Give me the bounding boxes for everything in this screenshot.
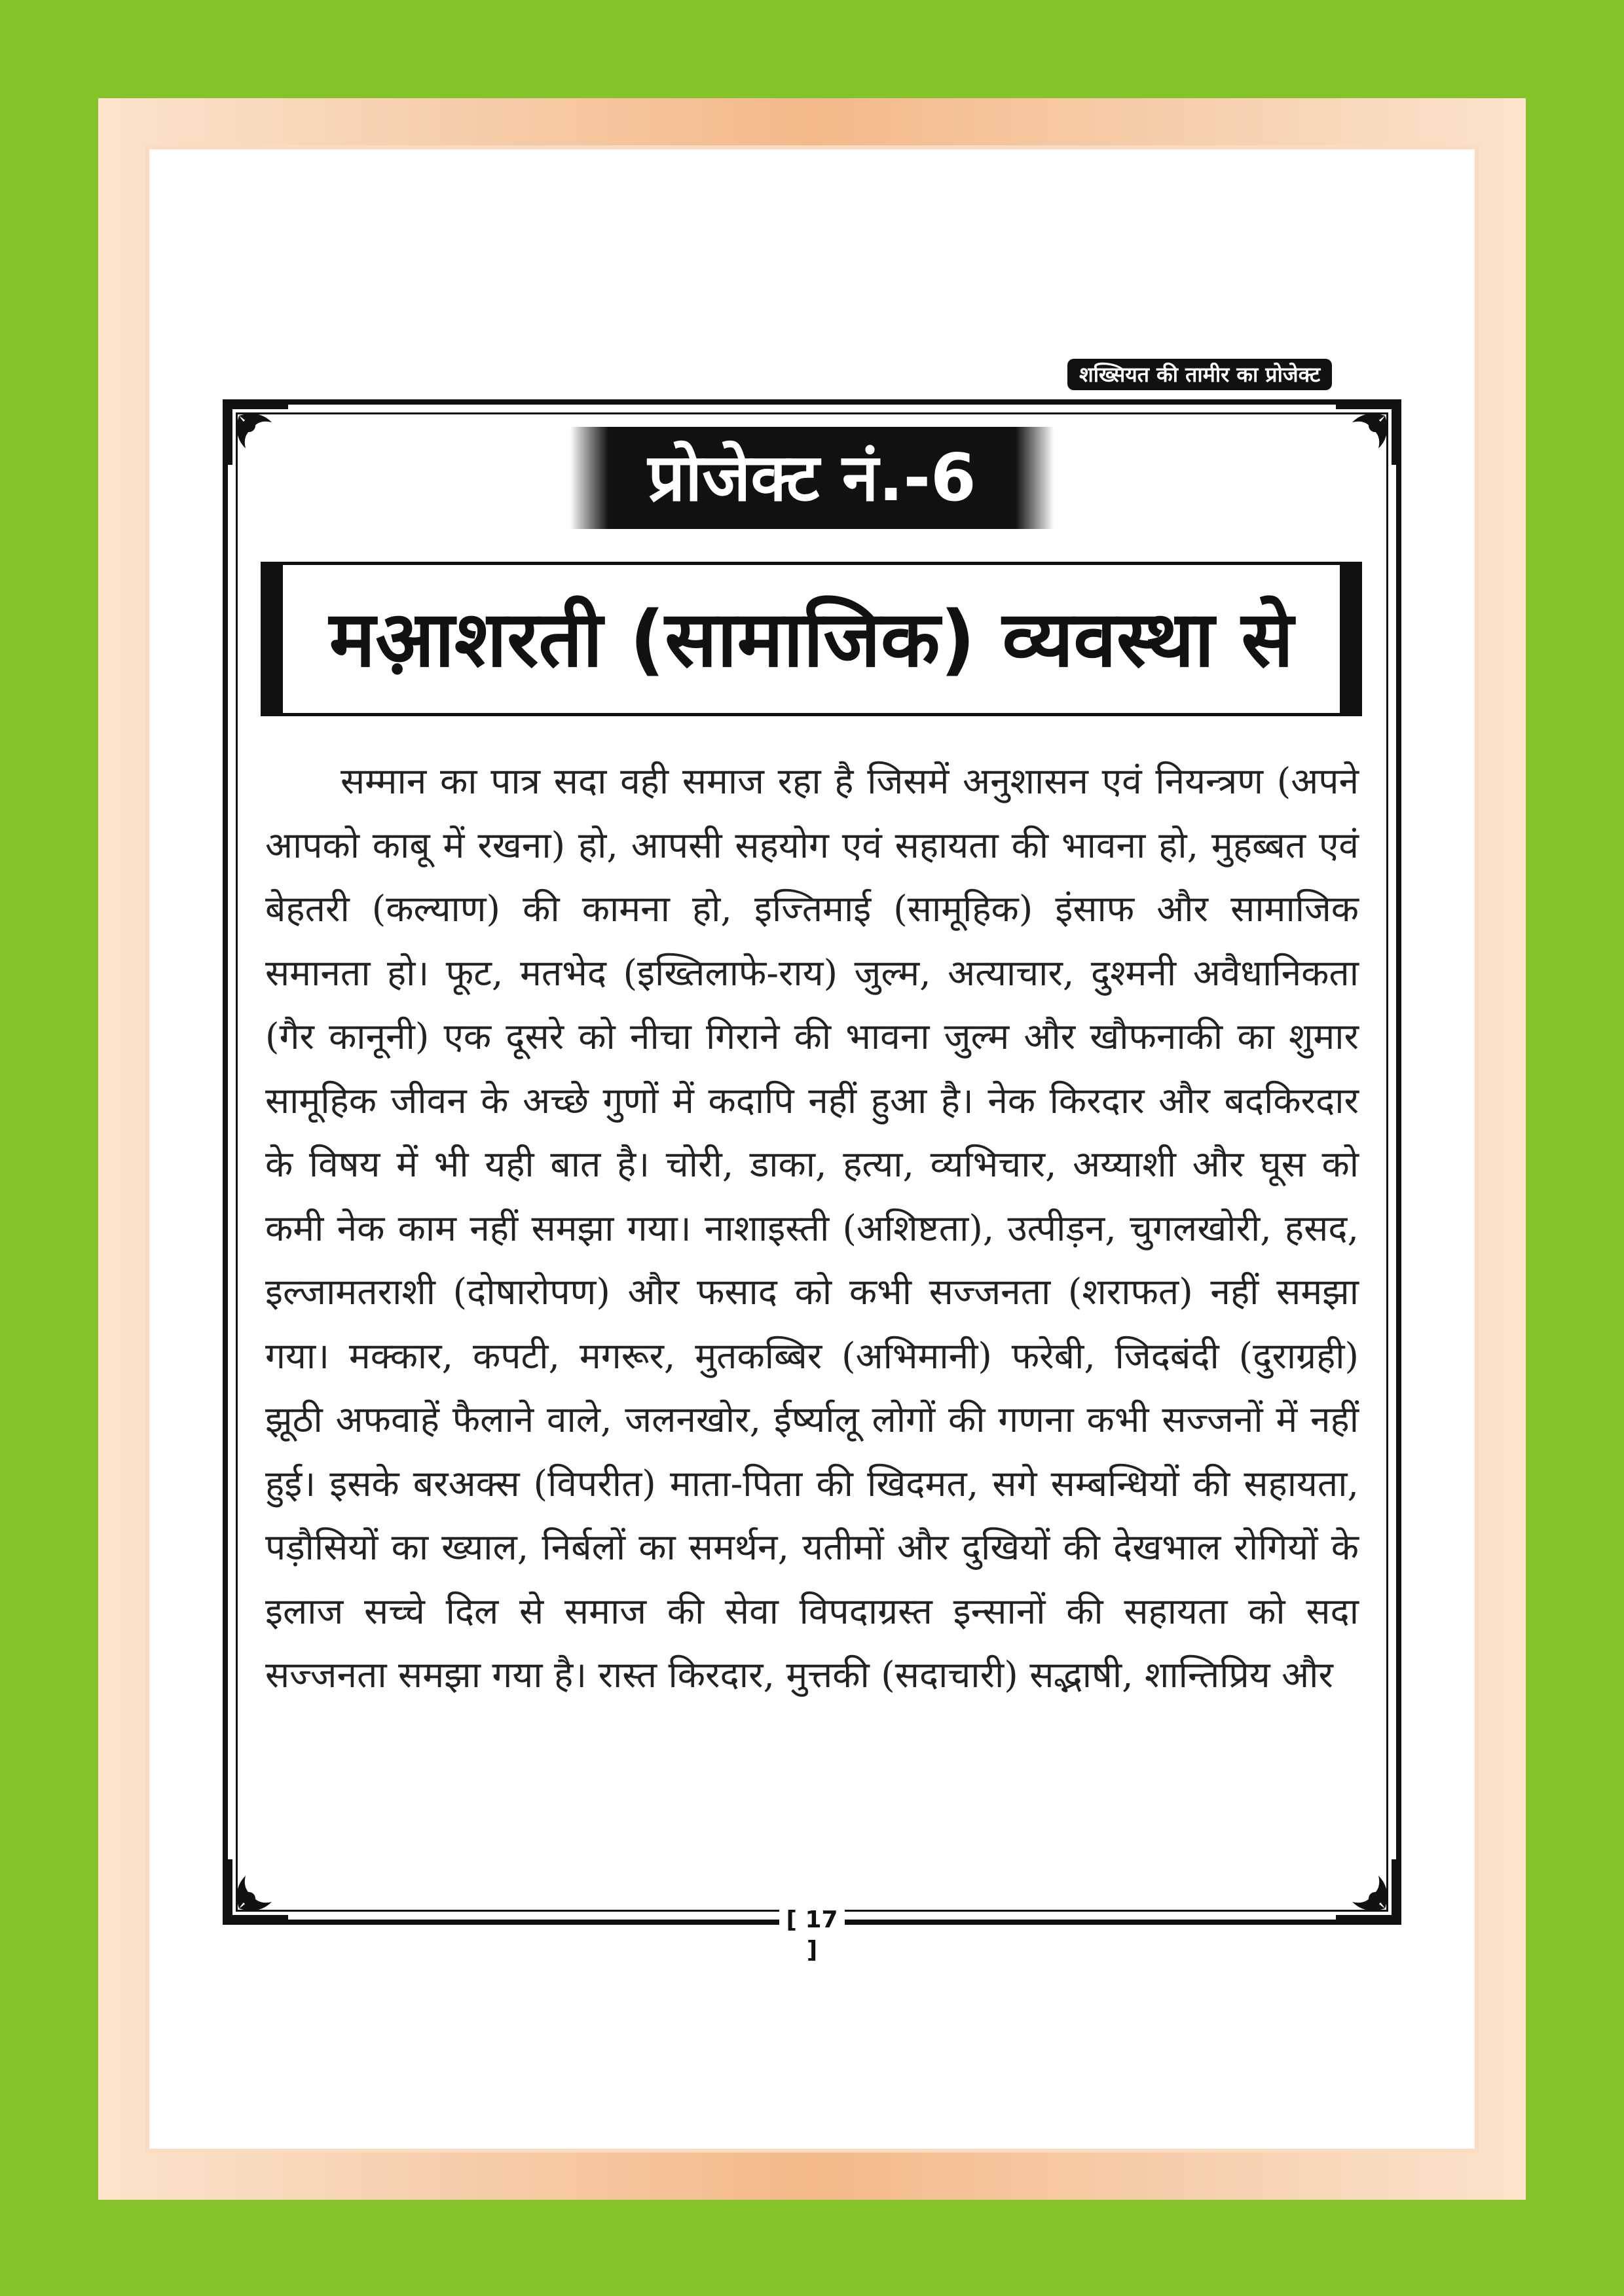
- page-number: [ 17 ]: [779, 1905, 845, 1935]
- corner-ornament-top-right-icon: [1333, 396, 1405, 468]
- corner-ornament-bottom-left-icon: [219, 1856, 291, 1928]
- project-number-badge: प्रोजेक्ट नं.-6: [570, 427, 1054, 529]
- running-header: शख्सियत की तामीर का प्रोजेक्ट: [1067, 359, 1332, 390]
- body-paragraph: सम्मान का पात्र सदा वही समाज रहा है जिसमें अनुशासन एवं नियन्त्रण (अपने आपको काबू में रखना) हो, आपसी सहयोग एवं सहायता की भावना हो, मुहब्बत एवं बेहतरी (कल्याण) की कामना हो, इज्तिमाई (सामूहिक) इंसाफ और सामाजिक समानता हो। फूट, मतभेद (इख्तिलाफे-राय) जुल्म, अत्याचार, दुश्मनी अवैधानिकता (गैर कानूनी) एक दूसरे को नीचा गिराने की भावना जुल्म और खौफनाकी का शुमार सामूहिक जीवन के अच्छे गुणों में कदापि नहीं हुआ है। नेक किरदार और बदकिरदार के विषय में भी यही बात है। चोरी, डाका, हत्या, व्यभिचार, अय्याशी और घूस को कमी नेक काम नहीं समझा गया। नाशाइस्ती (अशिष्टता), उत्पीड़न, चुगलखोरी, हसद, इल्जामतराशी (दोषारोपण) और फसाद को कभी सज्जनता (शराफत) नहीं समझा गया। मक्कार, कपटी, मगरूर, मुतकब्बिर (अभिमानी) फरेबी, जिदबंदी (दुराग्रही) झूठी अफवाहें फैलाने वाले, जलनखोर, ईर्ष्यालू लोगों की गणना कभी सज्जनों में नहीं हुई। इसके बरअक्स (विपरीत) माता-पिता की खिदमत, सगे सम्बन्धियों की सहायता, पड़ौसियों का ख्याल, निर्बलों का समर्थन, यतीमों और दुखियों की देखभाल रोगियों के इलाज सच्चे दिल से समाज की सेवा विपदाग्रस्त इन्सानों की सहायता को सदा सज्जनता समझा गया है। रास्त किरदार, मुत्तकी (सदाचारी) सद्भाषी, शान्तिप्रिय और: [265, 760, 1359, 1696]
- corner-ornament-top-left-icon: [219, 396, 291, 468]
- chapter-title: मआ़शरती (सामाजिक) व्यवस्था से: [261, 562, 1362, 716]
- corner-ornament-bottom-right-icon: [1333, 1856, 1405, 1928]
